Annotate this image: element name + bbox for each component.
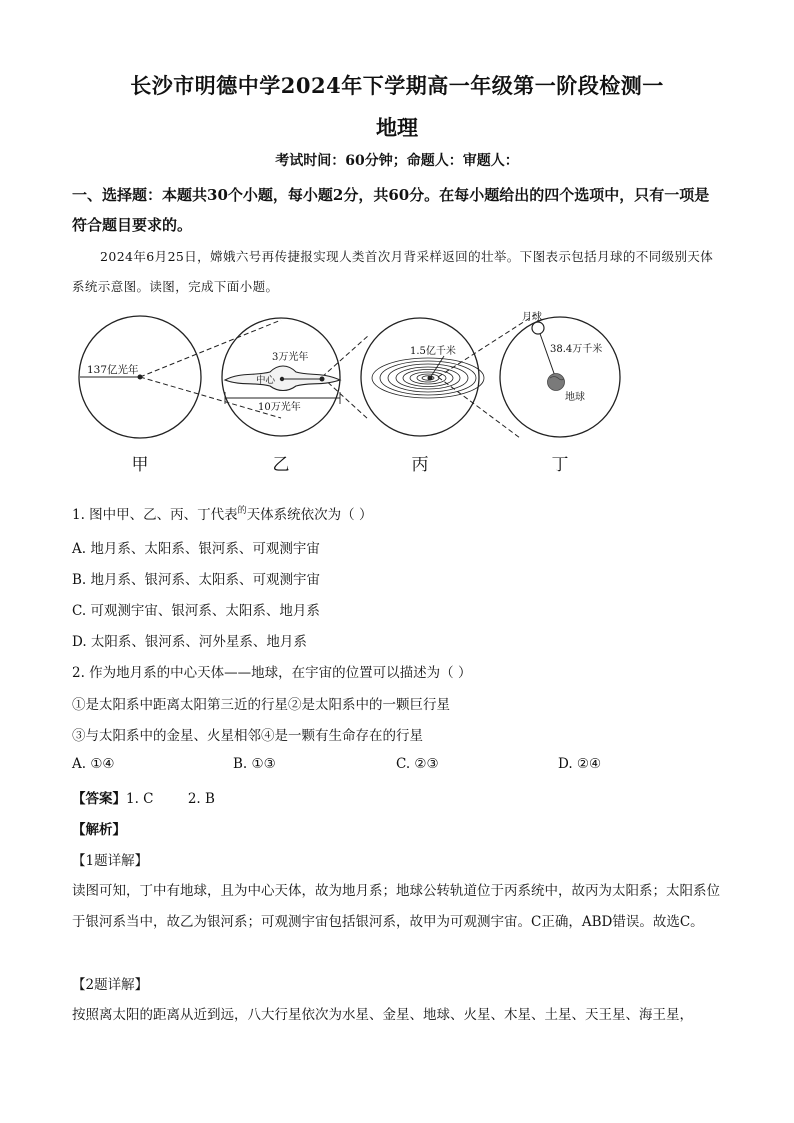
- circle-ding: [500, 310, 620, 437]
- yi-radius-label: 3万光年: [272, 352, 309, 363]
- caption-bing: 丙: [411, 455, 429, 475]
- section-heading: 一、选择题：本题共30个小题，每小题2分，共60分。在每小题给出的四个选项中，只有一项是符合题目要求的。: [72, 186, 710, 234]
- question-intro: 2024年6月25日，嫦娥六号再传捷报实现人类首次月背采样返回的壮举。下图表示包括月球的不同级别天体系统示意图。读图，完成下面小题。: [72, 249, 714, 294]
- yi-width-label: 10万光年: [258, 402, 301, 413]
- q2-detail-text: 按照离太阳的距离从近到远，八大行星依次为水星、金星、地球、火星、木星、土星、天王星、海王星，: [72, 1007, 693, 1023]
- q1-option-a[interactable]: A. 地月系、太阳系、银河系、可观测宇宙: [72, 541, 320, 557]
- earth-icon: [548, 374, 565, 391]
- bing-distance-label: 1.5亿千米: [410, 346, 456, 357]
- ding-moon-label: 月球: [522, 312, 542, 323]
- q1-detail-tag: 【1题详解】: [72, 853, 149, 869]
- q1-stem: 1. 图中甲、乙、丙、丁代表$^的$天体系统依次为（ ）: [72, 506, 373, 523]
- answer-line: 【答案】1. C 2. B: [72, 791, 215, 807]
- yi-center-label: 中心: [256, 375, 276, 386]
- q2-option-d[interactable]: D. ②④: [558, 756, 602, 772]
- q2-option-a[interactable]: A. ①④: [72, 756, 115, 772]
- q2-statement-1: ①是太阳系中距离太阳第三近的行星②是太阳系中的一颗巨行星: [72, 697, 450, 713]
- connector-lines: [140, 314, 536, 438]
- exam-title: 长沙市明德中学2024年下学期高一年级第一阶段检测一: [130, 73, 664, 98]
- q1-detail-text: 读图可知，丁中有地球，且为中心天体，故为地月系；地球公转轨道位于丙系统中，故丙为太阳系；太阳系位于银河系当中，故乙为银河系；可观测宇宙包括银河系，故甲为可观测宇宙。C正确，ABD错误。故选C。: [72, 883, 720, 930]
- figure-captions: [132, 455, 569, 475]
- circle-jia: [79, 316, 201, 438]
- q2-option-c[interactable]: C. ②③: [396, 756, 439, 772]
- analysis-tag: 【解析】: [72, 822, 126, 838]
- q1-option-d[interactable]: D. 太阳系、银河系、河外星系、地月系: [72, 634, 307, 650]
- circle-bing: [361, 318, 484, 436]
- celestial-systems-figure: [60, 300, 740, 490]
- q2-statement-2: ③与太阳系中的金星、火星相邻④是一颗有生命存在的行星: [72, 728, 423, 744]
- circle-yi: [222, 318, 340, 436]
- moon-icon: [532, 322, 544, 334]
- q1-option-b[interactable]: B. 地月系、银河系、太阳系、可观测宇宙: [72, 572, 321, 588]
- exam-meta: 考试时间：60分钟；命题人：审题人：: [275, 153, 519, 169]
- q2-option-b[interactable]: B. ①③: [233, 756, 276, 772]
- q2-detail-tag: 【2题详解】: [72, 977, 149, 993]
- subject-title: 地理: [376, 115, 418, 140]
- caption-jia: 甲: [131, 455, 149, 475]
- jia-radius-label: 137亿光年: [87, 364, 139, 376]
- ding-earth-label: 地球: [565, 392, 585, 403]
- q2-stem: 2. 作为地月系的中心天体——地球，在宇宙的位置可以描述为（ ）: [72, 665, 472, 681]
- caption-ding: 丁: [551, 455, 569, 475]
- ding-distance-label: 38.4万千米: [550, 344, 603, 355]
- q1-option-c[interactable]: C. 可观测宇宙、银河系、太阳系、地月系: [72, 603, 320, 619]
- caption-yi: 乙: [272, 455, 290, 475]
